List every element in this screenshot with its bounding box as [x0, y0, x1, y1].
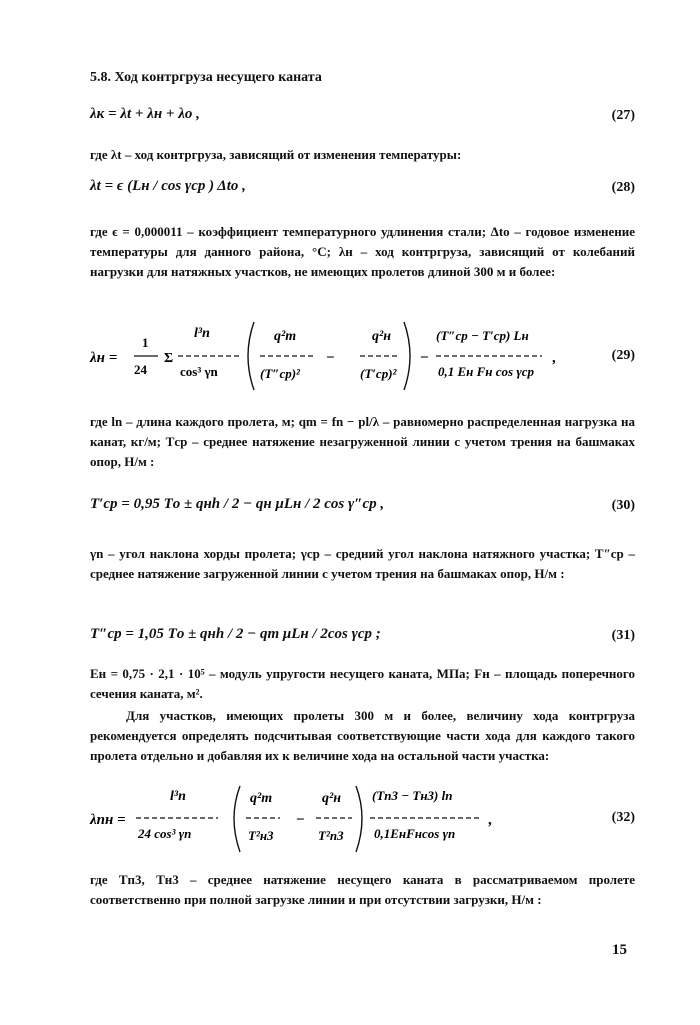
equation-31-formula: T″ср = 1,05 Tо ± qнh / 2 − qm μLн / 2cos γср ; — [90, 626, 381, 642]
page-number: 15 — [612, 942, 627, 958]
eq32-paren-close — [356, 786, 362, 852]
equation-30 — [90, 494, 635, 534]
eq32-q2n: q²н — [322, 791, 341, 806]
equation-31 — [90, 624, 635, 664]
section-heading: 5.8. Ход контргруза несущего каната — [90, 70, 322, 85]
paragraph-chord-angle: γn – угол наклона хорды пролета; γср – средний угол наклона натяжного участка; T″ср – среднее натяжение загруженной линии с учетом трения на башмаках опор, Н/м : — [90, 546, 635, 581]
eq29-q2m: q²m — [274, 329, 297, 344]
eq32-q2m: q²m — [250, 791, 273, 806]
eq29-twentyfour: 24 — [134, 362, 147, 377]
paragraph-tensions: где Tп3, Tн3 – среднее натяжение несущего каната в рассматриваемом пролете соответственно при полной загрузке линии и при отсутствии загрузки, Н/м : — [90, 872, 635, 907]
eq29-sigma: Σ — [164, 351, 174, 366]
eq29-lhs: λн = — [90, 350, 118, 366]
eq29-paren-close — [404, 322, 410, 390]
equation-29 — [90, 312, 635, 398]
eq32-Tn3sq: T²н3 — [248, 828, 274, 843]
paragraph-coefficients: где ϵ = 0,000011 – коэффициент температурного удлинения стали; Δtо – годовое изменение температуры для данного района, °С; λн – ход контргруза, зависящий от колебаний нагрузки для натяжных участков, не имеющих пролетов длиной 300 м и более: — [90, 224, 635, 279]
eq29-cos3: cos³ γn — [180, 364, 218, 379]
eq32-diff: (Tп3 − Tн3) ln — [372, 788, 453, 803]
equation-28 — [90, 176, 635, 216]
eq32-den1: 24 cos³ γn — [138, 826, 192, 841]
eq32-comma: , — [488, 812, 492, 828]
equation-28-number: (28) — [611, 180, 635, 195]
eq29-minus-2: − — [420, 350, 429, 366]
equation-29-formula — [90, 312, 560, 398]
eq29-one: 1 — [142, 335, 149, 350]
eq32-den2: 0,1EнFнcos γn — [374, 826, 456, 841]
eq29-den: 0,1 Eн Fн cos γср — [438, 364, 535, 379]
eq29-paren-open — [248, 322, 254, 390]
paragraph-long-spans: Для участков, имеющих пролеты 300 м и более, величину хода контргруза рекомендуется определять подсчитывая соответствующие части хода для каждого такого пролета отдельно и добавляя их к величине хода на остальной части участка: — [90, 708, 635, 763]
equation-27-formula: λк = λt + λн + λо , — [90, 106, 200, 122]
equation-30-formula: T′ср = 0,95 Tо ± qнh / 2 − qн μLн / 2 cos γ″ср , — [90, 496, 385, 512]
eq32-l3n: l³n — [170, 789, 186, 804]
equation-27-number: (27) — [611, 108, 635, 123]
eq32-Tp3sq: T²п3 — [318, 828, 344, 843]
equation-28-formula: λt = ϵ (Lн / cos γср ) Δtо , — [90, 178, 246, 194]
equation-27 — [90, 104, 635, 144]
equation-32-formula — [90, 778, 560, 860]
paragraph-modulus: Eн = 0,75 · 2,1 · 10⁵ – модуль упругости несущего каната, МПа; Fн – площадь поперечного сечения каната, м². — [90, 666, 635, 701]
paragraph-lambda-t: где λt – ход контргруза, зависящий от изменения температуры: — [90, 147, 462, 162]
equation-32 — [90, 778, 635, 860]
eq32-minus: − — [296, 812, 305, 828]
eq32-lhs: λnн = — [90, 812, 126, 828]
equation-31-number: (31) — [611, 628, 635, 643]
eq29-qn2: q²н — [372, 329, 391, 344]
eq29-comma: , — [552, 350, 556, 366]
equation-29-number: (29) — [611, 348, 635, 363]
equation-30-number: (30) — [611, 498, 635, 513]
eq32-paren-open — [234, 786, 240, 852]
eq29-Tp2: (T′ср)² — [360, 366, 397, 381]
eq29-minus-1: − — [326, 350, 335, 366]
eq29-l3n: l³n — [194, 326, 210, 341]
equation-32-number: (32) — [611, 810, 635, 825]
paragraph-span-length: где ln – длина каждого пролета, м; qm = fn − pl/λ – равномерно распределенная нагрузка на канат, кг/м; Tср – среднее натяжение незагруженной линии с учетом трения на башмаках опор, Н/м : — [90, 414, 635, 469]
eq29-Tpp2: (T″ср)² — [260, 366, 300, 381]
eq29-diff: (T″ср − T′ср) Lн — [436, 328, 529, 343]
